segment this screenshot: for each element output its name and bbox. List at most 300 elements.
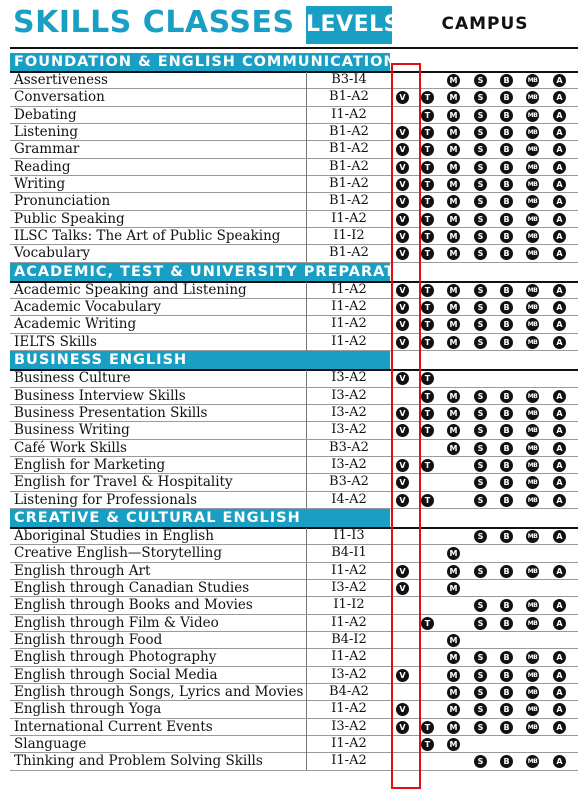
campus-a-icon: A xyxy=(553,390,566,403)
campus-t-icon: T xyxy=(421,617,434,630)
campus-m-icon: M xyxy=(447,230,460,243)
campus-v-icon: V xyxy=(396,301,409,314)
class-name: Café Work Skills xyxy=(14,439,127,456)
campus-a-icon: A xyxy=(553,530,566,543)
campus-t-icon: T xyxy=(421,247,434,260)
campus-mb-icon: MB xyxy=(526,178,539,191)
campus-a-icon: A xyxy=(553,617,566,630)
class-level: I1-A2 xyxy=(331,299,367,315)
campus-t-icon: T xyxy=(421,178,434,191)
campus-s-icon: S xyxy=(474,230,487,243)
campus-v-icon: V xyxy=(396,336,409,349)
class-name: English through Photography xyxy=(14,649,217,666)
campus-a-icon: A xyxy=(553,143,566,156)
campus-b-icon: B xyxy=(500,530,513,543)
class-row xyxy=(10,299,578,316)
class-row xyxy=(10,388,578,405)
class-row xyxy=(10,245,578,262)
campus-v-icon: V xyxy=(396,703,409,716)
campus-a-icon: A xyxy=(553,336,566,349)
campus-t-icon: T xyxy=(421,91,434,104)
class-row xyxy=(10,457,578,474)
class-name: Creative English—Storytelling xyxy=(14,545,223,562)
campus-b-icon: B xyxy=(500,161,513,174)
class-row xyxy=(10,370,578,387)
class-row xyxy=(10,405,578,422)
campus-mb-icon: MB xyxy=(526,301,539,314)
class-name: English through Social Media xyxy=(14,666,218,683)
class-level: B4-A2 xyxy=(329,684,369,699)
section-header xyxy=(0,351,588,370)
class-level: I3-A2 xyxy=(331,718,367,734)
campus-v-icon: V xyxy=(396,582,409,595)
campus-t-icon: T xyxy=(421,284,434,297)
campus-mb-icon: MB xyxy=(526,336,539,349)
class-name: Writing xyxy=(14,176,66,193)
class-row xyxy=(10,211,578,228)
campus-s-icon: S xyxy=(474,336,487,349)
campus-b-icon: B xyxy=(500,301,513,314)
campus-v-icon: V xyxy=(396,424,409,437)
campus-t-icon: T xyxy=(421,721,434,734)
campus-mb-icon: MB xyxy=(526,651,539,664)
class-row xyxy=(10,701,578,718)
class-row xyxy=(10,684,578,701)
campus-a-icon: A xyxy=(553,126,566,139)
campus-v-icon: V xyxy=(396,195,409,208)
campus-s-icon: S xyxy=(474,161,487,174)
campus-mb-icon: MB xyxy=(526,686,539,699)
highlight-box xyxy=(391,63,421,789)
campus-t-icon: T xyxy=(421,161,434,174)
class-level: I1-A2 xyxy=(331,701,367,717)
class-name: Debating xyxy=(14,106,77,123)
campus-mb-icon: MB xyxy=(526,669,539,682)
class-level: I1-A2 xyxy=(331,333,367,349)
campus-mb-icon: MB xyxy=(526,143,539,156)
class-level: I1-A2 xyxy=(331,614,367,630)
campus-m-icon: M xyxy=(447,74,460,87)
campus-mb-icon: MB xyxy=(526,617,539,630)
campus-column-header: CAMPUS xyxy=(441,14,529,34)
class-row xyxy=(10,176,578,193)
campus-mb-icon: MB xyxy=(526,476,539,489)
campus-b-icon: B xyxy=(500,703,513,716)
campus-mb-icon: MB xyxy=(526,407,539,420)
class-level: I1-A2 xyxy=(331,281,367,297)
campus-mb-icon: MB xyxy=(526,494,539,507)
class-name: IELTS Skills xyxy=(14,333,97,350)
section-header xyxy=(0,53,588,72)
campus-s-icon: S xyxy=(474,651,487,664)
campus-b-icon: B xyxy=(500,565,513,578)
campus-v-icon: V xyxy=(396,372,409,385)
campus-t-icon: T xyxy=(421,230,434,243)
class-level: I1-I2 xyxy=(333,597,365,613)
class-row xyxy=(10,440,578,457)
class-level: I1-A2 xyxy=(331,316,367,332)
class-name: Thinking and Problem Solving Skills xyxy=(14,753,263,770)
campus-v-icon: V xyxy=(396,476,409,489)
class-name: English through Songs, Lyrics and Movies xyxy=(14,684,304,700)
campus-v-icon: V xyxy=(396,230,409,243)
campus-mb-icon: MB xyxy=(526,565,539,578)
class-name: Conversation xyxy=(14,89,105,106)
campus-b-icon: B xyxy=(500,284,513,297)
campus-a-icon: A xyxy=(553,442,566,455)
campus-mb-icon: MB xyxy=(526,755,539,768)
campus-b-icon: B xyxy=(500,494,513,507)
class-level: I3-A2 xyxy=(331,387,367,403)
campus-a-icon: A xyxy=(553,407,566,420)
campus-m-icon: M xyxy=(447,669,460,682)
class-level: I1-A2 xyxy=(331,562,367,578)
class-level: I3-A2 xyxy=(331,456,367,472)
class-level: B1-A2 xyxy=(329,89,369,105)
campus-a-icon: A xyxy=(553,74,566,87)
campus-m-icon: M xyxy=(447,336,460,349)
class-name: Pronunciation xyxy=(14,193,111,210)
class-row xyxy=(10,632,578,649)
campus-m-icon: M xyxy=(447,565,460,578)
campus-a-icon: A xyxy=(553,318,566,331)
campus-mb-icon: MB xyxy=(526,284,539,297)
campus-s-icon: S xyxy=(474,703,487,716)
campus-v-icon: V xyxy=(396,178,409,191)
campus-m-icon: M xyxy=(447,721,460,734)
campus-s-icon: S xyxy=(474,407,487,420)
campus-s-icon: S xyxy=(474,318,487,331)
campus-mb-icon: MB xyxy=(526,195,539,208)
campus-v-icon: V xyxy=(396,721,409,734)
class-row xyxy=(10,228,578,245)
class-name: English for Marketing xyxy=(14,456,166,473)
campus-v-icon: V xyxy=(396,284,409,297)
campus-b-icon: B xyxy=(500,407,513,420)
campus-v-icon: V xyxy=(396,318,409,331)
campus-mb-icon: MB xyxy=(526,126,539,139)
campus-a-icon: A xyxy=(553,669,566,682)
class-row xyxy=(10,597,578,614)
class-row xyxy=(10,334,578,351)
class-level: B1-A2 xyxy=(329,245,369,261)
campus-b-icon: B xyxy=(500,617,513,630)
class-name: English through Food xyxy=(14,631,163,648)
campus-v-icon: V xyxy=(396,161,409,174)
campus-s-icon: S xyxy=(474,424,487,437)
campus-s-icon: S xyxy=(474,301,487,314)
class-name: Business Presentation Skills xyxy=(14,404,208,421)
campus-a-icon: A xyxy=(553,230,566,243)
campus-s-icon: S xyxy=(474,213,487,226)
class-row xyxy=(10,72,578,89)
campus-s-icon: S xyxy=(474,143,487,156)
campus-s-icon: S xyxy=(474,247,487,260)
levels-column-header: LEVELS xyxy=(306,6,392,44)
campus-mb-icon: MB xyxy=(526,161,539,174)
campus-v-icon: V xyxy=(396,459,409,472)
campus-b-icon: B xyxy=(500,195,513,208)
class-name: English through Yoga xyxy=(14,701,162,718)
campus-mb-icon: MB xyxy=(526,442,539,455)
page-header xyxy=(0,0,588,48)
campus-v-icon: V xyxy=(396,247,409,260)
campus-m-icon: M xyxy=(447,390,460,403)
campus-a-icon: A xyxy=(553,284,566,297)
campus-s-icon: S xyxy=(474,459,487,472)
campus-b-icon: B xyxy=(500,686,513,699)
campus-a-icon: A xyxy=(553,599,566,612)
campus-a-icon: A xyxy=(553,494,566,507)
campus-s-icon: S xyxy=(474,109,487,122)
campus-s-icon: S xyxy=(474,126,487,139)
campus-m-icon: M xyxy=(447,213,460,226)
campus-a-icon: A xyxy=(553,161,566,174)
section-title: CREATIVE & CULTURAL ENGLISH xyxy=(14,509,301,526)
class-row xyxy=(10,528,578,545)
campus-mb-icon: MB xyxy=(526,424,539,437)
campus-a-icon: A xyxy=(553,109,566,122)
campus-t-icon: T xyxy=(421,318,434,331)
campus-b-icon: B xyxy=(500,74,513,87)
campus-v-icon: V xyxy=(396,143,409,156)
class-row xyxy=(10,753,578,770)
campus-s-icon: S xyxy=(474,390,487,403)
section-title: FOUNDATION & ENGLISH COMMUNICATION xyxy=(14,54,397,70)
class-level: B3-A2 xyxy=(329,474,369,490)
class-name: English through Canadian Studies xyxy=(14,579,250,596)
campus-m-icon: M xyxy=(447,161,460,174)
campus-s-icon: S xyxy=(474,442,487,455)
class-level: I3-A2 xyxy=(331,404,367,420)
class-name: Academic Writing xyxy=(14,316,137,333)
campus-t-icon: T xyxy=(421,109,434,122)
class-row xyxy=(10,193,578,210)
class-row xyxy=(10,474,578,491)
campus-b-icon: B xyxy=(500,126,513,139)
class-level: B1-A2 xyxy=(329,124,369,140)
campus-mb-icon: MB xyxy=(526,703,539,716)
class-name: Business Writing xyxy=(14,422,130,439)
class-level: B1-A2 xyxy=(329,176,369,192)
campus-a-icon: A xyxy=(553,721,566,734)
class-name: International Current Events xyxy=(14,718,213,735)
class-row xyxy=(10,545,578,562)
skills-table xyxy=(0,53,588,771)
class-name: Business Interview Skills xyxy=(14,387,186,404)
campus-b-icon: B xyxy=(500,91,513,104)
class-name: Slanguage xyxy=(14,736,87,753)
campus-mb-icon: MB xyxy=(526,318,539,331)
page-title: SKILLS CLASSES xyxy=(13,5,295,40)
campus-b-icon: B xyxy=(500,247,513,260)
campus-a-icon: A xyxy=(553,424,566,437)
campus-s-icon: S xyxy=(474,565,487,578)
campus-mb-icon: MB xyxy=(526,230,539,243)
class-level: B3-A2 xyxy=(329,439,369,455)
campus-b-icon: B xyxy=(500,669,513,682)
campus-m-icon: M xyxy=(447,582,460,595)
campus-v-icon: V xyxy=(396,213,409,226)
class-name: Listening xyxy=(14,124,78,141)
class-level: I1-A2 xyxy=(331,210,367,226)
campus-b-icon: B xyxy=(500,755,513,768)
campus-b-icon: B xyxy=(500,336,513,349)
section-header xyxy=(0,509,588,528)
campus-a-icon: A xyxy=(553,686,566,699)
class-row xyxy=(10,667,578,684)
class-name: English through Books and Movies xyxy=(14,597,253,614)
campus-m-icon: M xyxy=(447,178,460,191)
campus-m-icon: M xyxy=(447,651,460,664)
class-row xyxy=(10,736,578,753)
class-name: ILSC Talks: The Art of Public Speaking xyxy=(14,228,281,245)
campus-v-icon: V xyxy=(396,126,409,139)
campus-a-icon: A xyxy=(553,459,566,472)
campus-m-icon: M xyxy=(447,284,460,297)
campus-a-icon: A xyxy=(553,755,566,768)
section-header xyxy=(0,263,588,282)
campus-a-icon: A xyxy=(553,476,566,489)
campus-v-icon: V xyxy=(396,565,409,578)
campus-s-icon: S xyxy=(474,669,487,682)
class-level: I1-A2 xyxy=(331,753,367,769)
campus-mb-icon: MB xyxy=(526,213,539,226)
campus-mb-icon: MB xyxy=(526,721,539,734)
campus-mb-icon: MB xyxy=(526,74,539,87)
campus-b-icon: B xyxy=(500,721,513,734)
campus-s-icon: S xyxy=(474,284,487,297)
class-row xyxy=(10,141,578,158)
campus-b-icon: B xyxy=(500,476,513,489)
campus-t-icon: T xyxy=(421,301,434,314)
class-level: I4-A2 xyxy=(331,491,367,507)
campus-a-icon: A xyxy=(553,247,566,260)
class-row xyxy=(10,107,578,124)
class-name: Assertiveness xyxy=(14,72,108,88)
campus-t-icon: T xyxy=(421,459,434,472)
campus-t-icon: T xyxy=(421,494,434,507)
campus-s-icon: S xyxy=(474,721,487,734)
header-divider xyxy=(10,47,578,49)
campus-b-icon: B xyxy=(500,109,513,122)
class-row xyxy=(10,124,578,141)
campus-mb-icon: MB xyxy=(526,91,539,104)
campus-b-icon: B xyxy=(500,143,513,156)
campus-b-icon: B xyxy=(500,424,513,437)
class-level: I3-A2 xyxy=(331,422,367,438)
class-row xyxy=(10,422,578,439)
campus-m-icon: M xyxy=(447,424,460,437)
campus-a-icon: A xyxy=(553,213,566,226)
class-row xyxy=(10,615,578,632)
class-row xyxy=(10,159,578,176)
class-row xyxy=(10,492,578,509)
campus-m-icon: M xyxy=(447,91,460,104)
campus-s-icon: S xyxy=(474,494,487,507)
section-title: BUSINESS ENGLISH xyxy=(14,352,188,369)
campus-m-icon: M xyxy=(447,195,460,208)
class-name: Vocabulary xyxy=(14,245,91,262)
campus-b-icon: B xyxy=(500,442,513,455)
class-row xyxy=(10,316,578,333)
campus-a-icon: A xyxy=(553,91,566,104)
campus-a-icon: A xyxy=(553,565,566,578)
campus-v-icon: V xyxy=(396,407,409,420)
class-row xyxy=(10,580,578,597)
campus-m-icon: M xyxy=(447,318,460,331)
campus-s-icon: S xyxy=(474,686,487,699)
campus-m-icon: M xyxy=(447,126,460,139)
campus-mb-icon: MB xyxy=(526,530,539,543)
class-level: B4-I2 xyxy=(331,631,367,647)
campus-s-icon: S xyxy=(474,74,487,87)
class-name: Listening for Professionals xyxy=(14,491,198,508)
class-level: B1-A2 xyxy=(329,141,369,157)
campus-t-icon: T xyxy=(421,126,434,139)
campus-mb-icon: MB xyxy=(526,459,539,472)
campus-v-icon: V xyxy=(396,669,409,682)
class-name: English through Film & Video xyxy=(14,614,219,631)
campus-m-icon: M xyxy=(447,109,460,122)
campus-b-icon: B xyxy=(500,459,513,472)
campus-t-icon: T xyxy=(421,390,434,403)
class-row xyxy=(10,282,578,299)
class-level: I1-A2 xyxy=(331,649,367,665)
class-name: Business Culture xyxy=(14,370,131,387)
class-level: B1-A2 xyxy=(329,158,369,174)
campus-mb-icon: MB xyxy=(526,247,539,260)
campus-m-icon: M xyxy=(447,143,460,156)
campus-b-icon: B xyxy=(500,213,513,226)
class-level: I3-A2 xyxy=(331,370,367,386)
campus-a-icon: A xyxy=(553,195,566,208)
class-level: I1-A2 xyxy=(331,106,367,122)
campus-b-icon: B xyxy=(500,390,513,403)
campus-m-icon: M xyxy=(447,407,460,420)
campus-b-icon: B xyxy=(500,230,513,243)
class-level: I1-I2 xyxy=(333,228,365,244)
campus-m-icon: M xyxy=(447,247,460,260)
campus-s-icon: S xyxy=(474,476,487,489)
class-name: Aboriginal Studies in English xyxy=(14,527,214,544)
campus-s-icon: S xyxy=(474,617,487,630)
class-name: Academic Vocabulary xyxy=(14,299,161,316)
campus-v-icon: V xyxy=(396,91,409,104)
class-row xyxy=(10,563,578,580)
class-name: Academic Speaking and Listening xyxy=(14,281,247,298)
campus-b-icon: B xyxy=(500,651,513,664)
class-level: B3-I4 xyxy=(331,72,367,87)
class-name: English through Art xyxy=(14,562,151,579)
campus-b-icon: B xyxy=(500,178,513,191)
campus-s-icon: S xyxy=(474,530,487,543)
class-name: Public Speaking xyxy=(14,210,125,227)
class-name: Grammar xyxy=(14,141,80,158)
class-row xyxy=(10,649,578,666)
campus-v-icon: V xyxy=(396,494,409,507)
campus-t-icon: T xyxy=(421,195,434,208)
class-name: English for Travel & Hospitality xyxy=(14,474,233,491)
class-level: I3-A2 xyxy=(331,666,367,682)
campus-s-icon: S xyxy=(474,195,487,208)
campus-mb-icon: MB xyxy=(526,599,539,612)
campus-s-icon: S xyxy=(474,178,487,191)
campus-t-icon: T xyxy=(421,372,434,385)
class-row xyxy=(10,89,578,106)
class-level: B1-A2 xyxy=(329,193,369,209)
class-row xyxy=(10,719,578,736)
